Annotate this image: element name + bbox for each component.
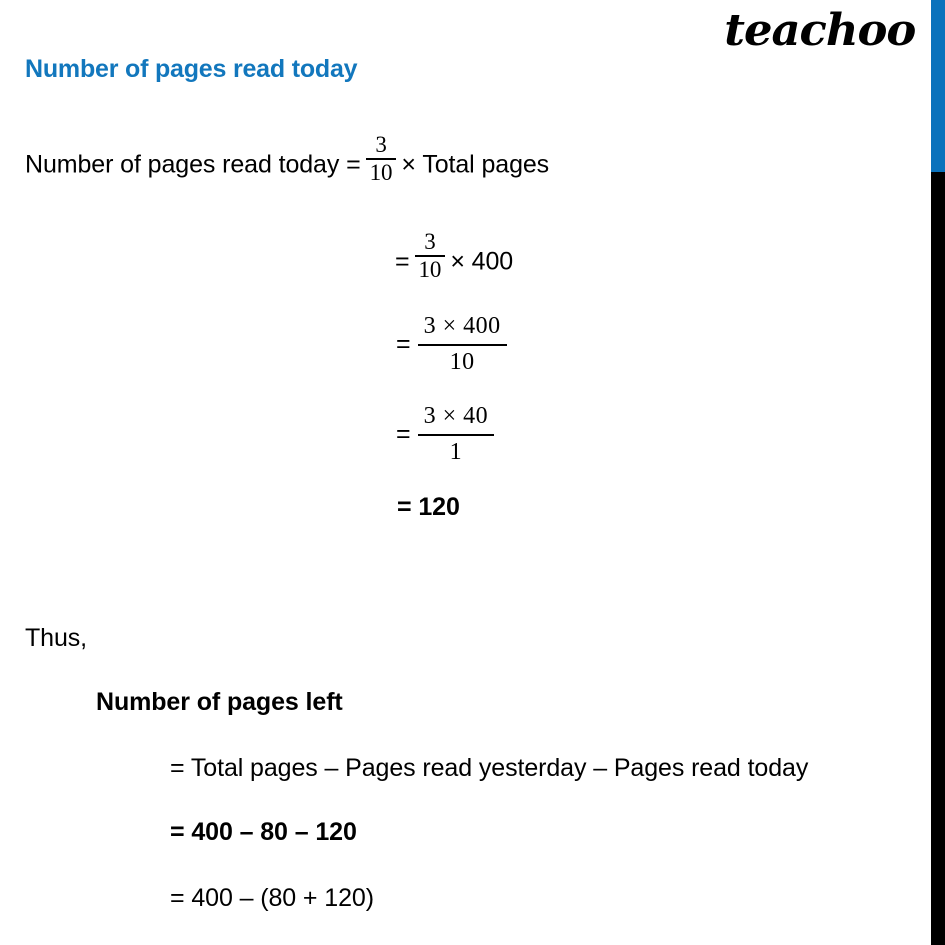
- step-4-equals: =: [396, 420, 411, 449]
- step-1-numerator: 3: [375, 132, 387, 157]
- step-4-fraction: [418, 403, 495, 466]
- pages-left-expression-grouped: = 400 – (80 + 120): [170, 884, 374, 912]
- step-4-denominator: 1: [449, 438, 463, 465]
- step-3-equals: =: [396, 330, 411, 359]
- step-1-rhs: × Total pages: [401, 150, 550, 179]
- page-title: Number of pages read today: [25, 55, 358, 83]
- step-5-result: = 120: [397, 493, 460, 521]
- step-2-fraction: [415, 230, 446, 282]
- step-3-fraction-bar: [418, 344, 507, 346]
- step-1-denominator: 10: [369, 159, 393, 185]
- step-3-line: [396, 313, 507, 376]
- step-3-denominator: 10: [449, 348, 475, 375]
- teachoo-logo: teachoo: [723, 5, 915, 56]
- step-1-lhs: Number of pages read today =: [25, 150, 361, 179]
- step-4-line: [396, 403, 494, 466]
- step-2-denominator: 10: [418, 256, 442, 282]
- step-3-numerator: 3 × 400: [423, 313, 501, 339]
- step-4-fraction-bar: [418, 434, 495, 436]
- pages-left-subject: Number of pages left: [96, 688, 343, 716]
- right-edge-bars: [931, 0, 945, 945]
- step-4-numerator: 3 × 40: [423, 403, 489, 429]
- step-2-line: [395, 229, 514, 284]
- pages-left-expression-numbers: = 400 – 80 – 120: [170, 818, 357, 846]
- step-1-fraction: [366, 133, 397, 185]
- black-accent-bar: [931, 172, 945, 945]
- pages-left-expression-words: = Total pages – Pages read yesterday – Pages read today: [170, 754, 809, 782]
- step-3-fraction: [418, 313, 507, 376]
- step-1-line: [25, 132, 550, 187]
- blue-accent-bar: [931, 0, 945, 172]
- step-2-rhs: × 400: [450, 247, 514, 276]
- step-2-lhs: =: [395, 247, 410, 276]
- thus-label: Thus,: [25, 624, 88, 652]
- step-2-numerator: 3: [424, 229, 436, 254]
